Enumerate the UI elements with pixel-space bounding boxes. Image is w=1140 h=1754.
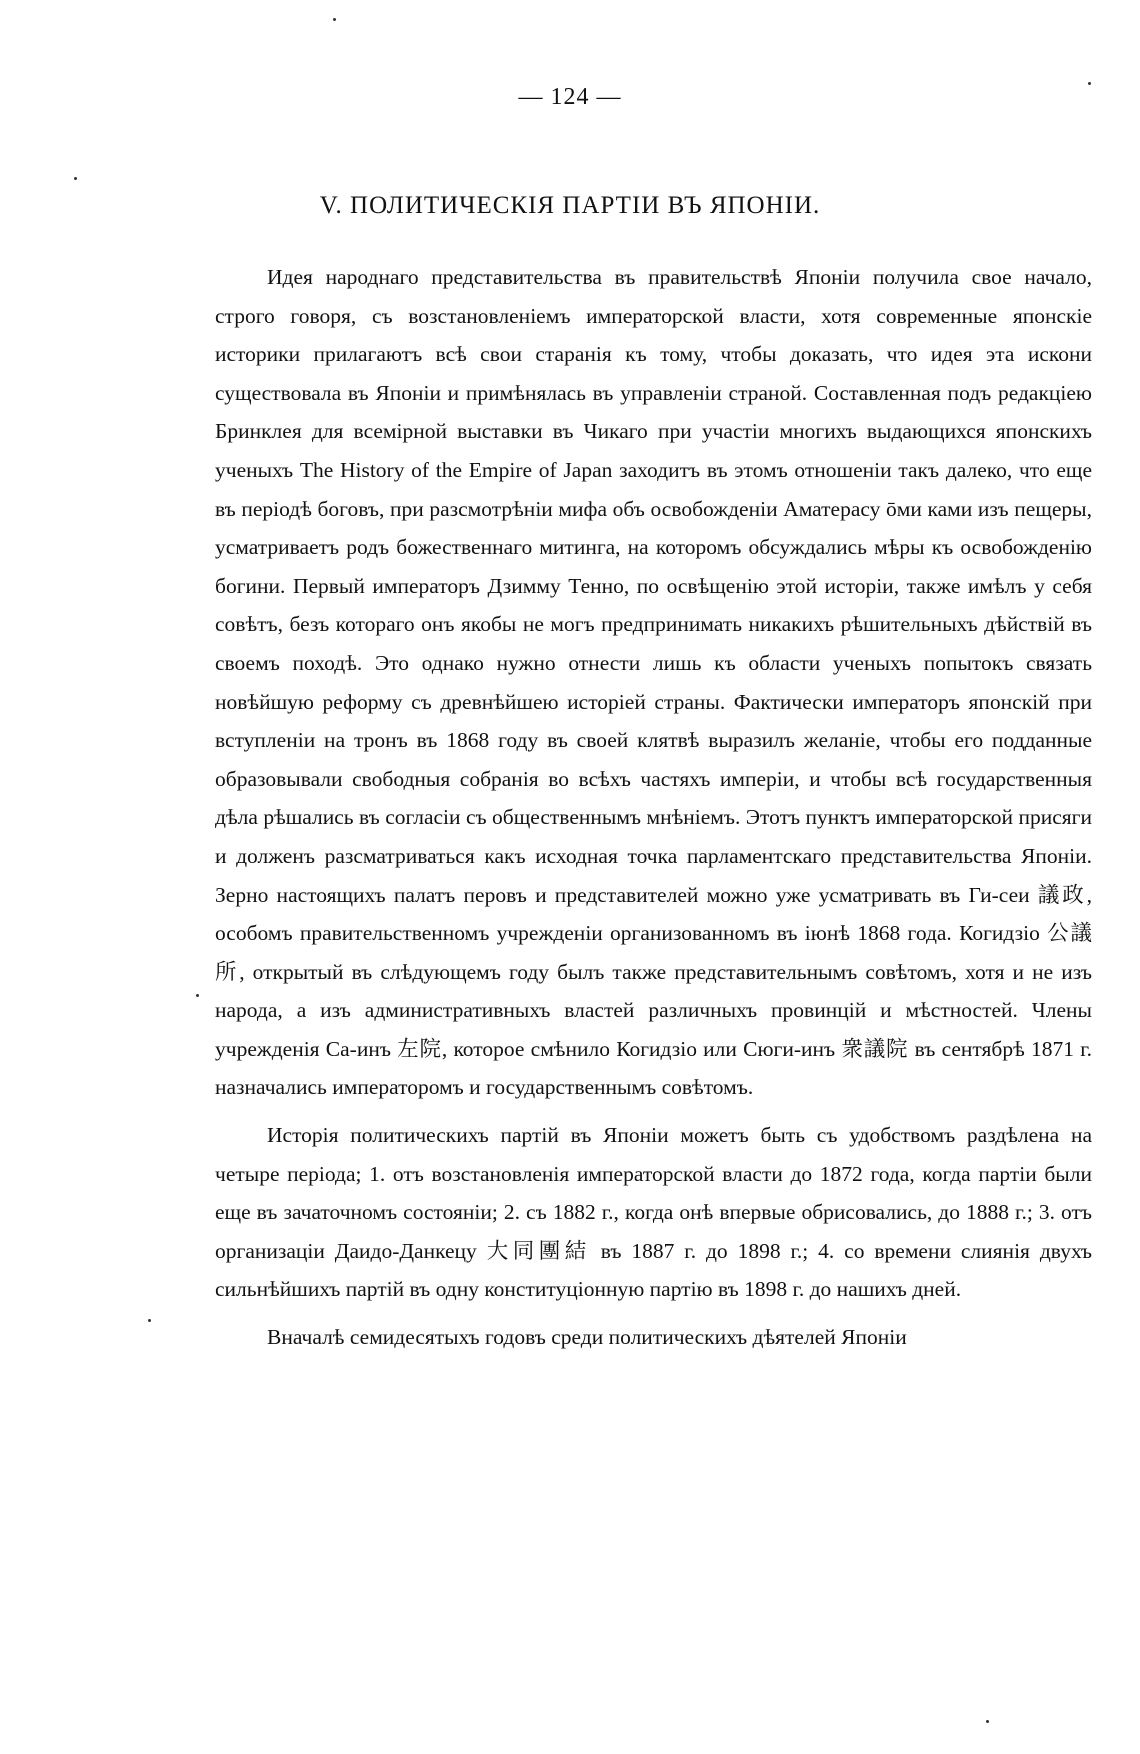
paragraph-2: Исторія политическихъ партій въ Японіи можетъ быть съ удобствомъ раздѣлена на четыре періода; 1. отъ возстановленія императорской власти до 1872 года, когда партіи были еще въ зачаточномъ состояніи; 2. съ 1882 г., когда онѣ впервые обрисовались, до 1888 г.; 3. отъ организаціи Даидо-Данкецу 大同團結 въ 1887 г. до 1898 г.; 4. со времени слиянія двухъ сильнѣйшихъ партій въ одну конституціонную партію въ 1898 г. до нашихъ дней. [215, 1123, 1092, 1302]
scan-speck [74, 177, 77, 180]
chapter-title: V. ПОЛИТИЧЕСКІЯ ПАРТІИ ВЪ ЯПОНІИ. [319, 192, 821, 219]
scan-speck [333, 18, 336, 21]
paragraph-1: Идея народнаго представительства въ правительствѣ Японіи получила свое начало, строго говоря, съ возстановленіемъ императорской власти, хотя современные японскіе историки прилагаютъ всѣ свои старанія къ тому, чтобы доказать, что идея эта искони существовала въ Японіи и примѣнялась въ управленіи страной. Составленная подъ редакціею Бринклея для всемірной выставки въ Чикаго при участіи многихъ выдающихся японскихъ ученыхъ The History of the Empire of Japan заходитъ въ этомъ отношеніи такъ далеко, что еще въ періодѣ боговъ, при разсмотрѣніи мифа объ освобожденіи Аматерасу ōми ками изъ пещеры, усматриваетъ родъ божественнаго митинга, на которомъ обсуждались мѣры къ освобожденію богини. Первый императоръ Дзимму Тенно, по освѣщенію этой исторіи, также имѣлъ у себя совѣтъ, безъ котораго онъ якобы не могъ предпринимать никакихъ рѣшительныхъ дѣйствій въ своемъ походѣ. Это однако нужно отнести лишь къ области ученыхъ попытокъ связать новѣйшую реформу съ древнѣйшею исторіей страны. Фактически императоръ японскій при вступленіи на тронъ въ 1868 году въ своей клятвѣ выразилъ желаніе, чтобы его подданные образовывали свободныя собранія во всѣхъ частяхъ имперіи, и чтобы всѣ государственныя дѣла рѣшались въ согласіи съ общественнымъ мнѣніемъ. Этотъ пунктъ императорской присяги и долженъ разсматриваться какъ исходная точка парламентскаго представительства Японіи. Зерно настоящихъ палатъ перовъ и представителей можно уже усматривать въ Ги-сеи 議政, особомъ правительственномъ учрежденіи организованномъ въ іюнѣ 1868 года. Когидзіо 公議所, открытый въ слѣдующемъ году былъ также представительнымъ совѣтомъ, хотя и не изъ народа, а изъ административныхъ властей различныхъ провинцій и мѣстностей. Члены учрежденія Са-инъ 左院, которое смѣнило Когидзіо или Сюги-инъ 衆議院 въ сентябрѣ 1871 г. назначались императоромъ и государственнымъ совѣтомъ. [215, 265, 1092, 1100]
paragraph-3: Вначалѣ семидесятыхъ годовъ среди политическихъ дѣятелей Японіи [267, 1325, 907, 1350]
scan-speck [196, 994, 199, 997]
scan-speck [148, 1319, 151, 1322]
page-number: — 124 — [518, 84, 622, 110]
body-text [215, 258, 1092, 1366]
scan-speck [986, 1720, 989, 1723]
scan-speck [1088, 82, 1091, 85]
